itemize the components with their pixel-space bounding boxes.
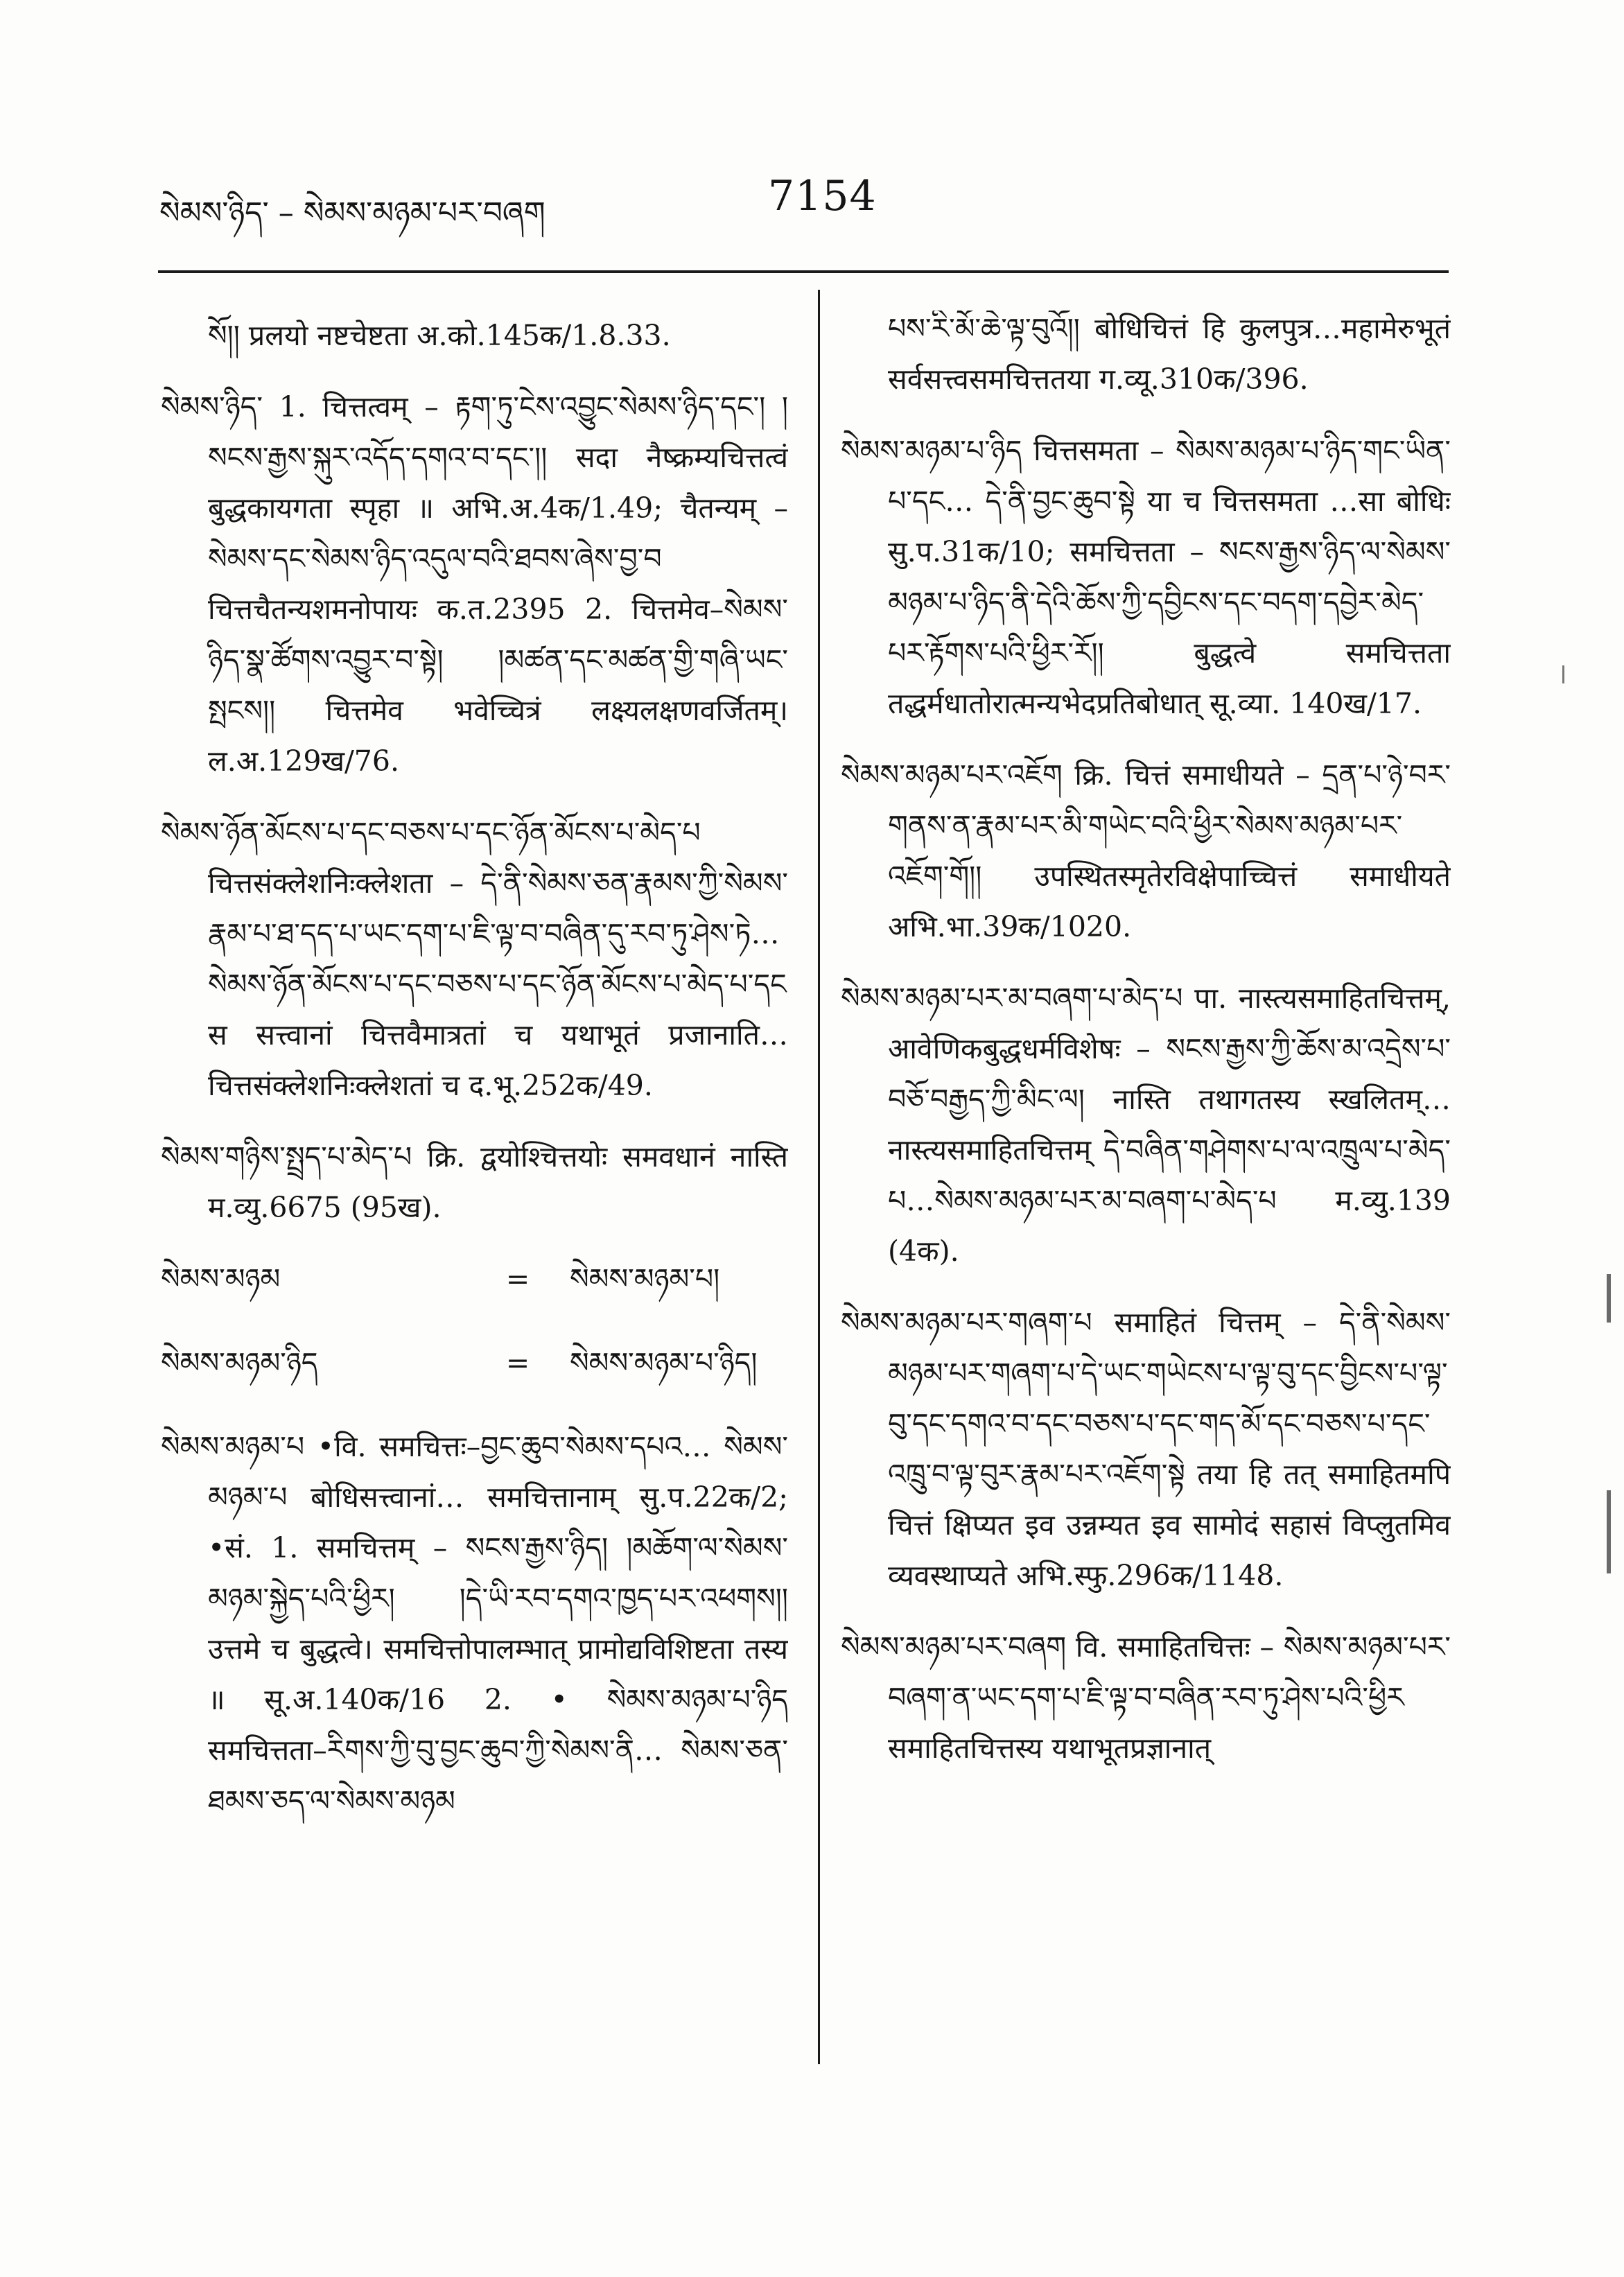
cross-reference-term: སེམས་མཉམ་ཉིད	[161, 1346, 318, 1379]
dictionary-entry: སེམས་མཉམ་པར་གཞག་པ समाहितं चित्तम् – དེ་ནི་སེམས་མཉམ་པར་གཞག་པ་དེ་ཡང་གཡེངས་པ་ལྟ་བུ་དང་བྱིངས་པ་ལྟ་བུ་དང་དགའ་བ་དང་བཅས་པ་དང་གད་མོ་དང་བཅས་པ་དང་འཁྲུ་བ་ལྟ་བུར་རྣམ་པར་འཇོག་སྟེ तया हि तत् समाहितमपि चित्तं क्षिप्यत इव उन्नम्यत इव सामोदं सहासं विप्लुतमिव व्यवस्थाप्यते अभि.स्फु.296क/1148.	[841, 1306, 1451, 1592]
column-divider	[818, 290, 820, 2064]
header-rule	[158, 270, 1449, 273]
dictionary-entry: སོ།། प्रलयो नष्टचेष्टता अ.को.145क/1.8.33.	[208, 319, 671, 352]
scan-edge-mark	[1607, 1490, 1611, 1573]
cross-reference-target: སེམས་མཉམ་པ།	[570, 1262, 720, 1295]
dictionary-entry: སེམས་མཉམ་པར་མ་བཞག་པ་མེད་པ पा. नास्त्यसमाहितचित्तम्, आवेणिकबुद्धधर्मविशेषः – སངས་རྒྱས་ཀྱི་ཆོས་མ་འདྲེས་པ་བཅོ་བརྒྱད་ཀྱི་མིང་ལ། नास्ति तथागतस्य स्खलितम्…नास्त्यसमाहितचित्तम् དེ་བཞིན་གཤེགས་པ་ལ་འཁྲུལ་པ་མེད་པ…སེམས་མཉམ་པར་མ་བཞག་པ་མེད་པ म.व्यु.139 (4क).	[841, 982, 1451, 1268]
dictionary-entry: སེམས་མཉམ་པ •वि. समचित्तः–བྱང་ཆུབ་སེམས་དཔའ… སེམས་མཉམ་པ बोधिसत्त्वानां… समचित्तानाम् सु.प.22क/2; •सं. 1. समचित्तम् – སངས་རྒྱས་ཉིད། །མཆོག་ལ་སེམས་མཉམ་སྐྱེད་པའི་ཕྱིར། །དེ་ཡི་རབ་དགའ་ཁྱད་པར་འཕགས།། उत्तमे च बुद्धत्वे। समचित्तोपालम्भात् प्रामोद्यविशिष्टता तस्य ॥ सू.अ.140क/16 2. • སེམས་མཉམ་པ་ཉིད समचित्तता–རིགས་ཀྱི་བུ་བྱང་ཆུབ་ཀྱི་སེམས་ནི… སེམས་ཅན་ཐམས་ཅད་ལ་སེམས་མཉམ	[161, 1430, 788, 1817]
dictionary-entry: སེམས་མཉམ་པ་ཉིད चित्तसमता – སེམས་མཉམ་པ་ཉིད་གང་ཡིན་པ་དང… དེ་ནི་བྱང་ཆུབ་སྟེ या च चित्तसमता …सा बोधिः सु.प.31क/10; समचित्तता – སངས་རྒྱས་ཉིད་ལ་སེམས་མཉམ་པ་ཉིད་ནི་དེའི་ཆོས་ཀྱི་དབྱིངས་དང་བདག་དབྱེར་མེད་པར་རྟོགས་པའི་ཕྱིར་རོ།། बुद्धत्वे समचित्तता तद्धर्मधातोरात्मन्यभेदप्रतिबोधात् सू.व्या. 140ख/17.	[841, 434, 1451, 720]
dictionary-entry: པས་རི་མོ་ཆེ་ལྟ་བུའོ།། बोधिचित्तं हि कुलपुत्र…महामेरुभूतं सर्वसत्त्वसमचित्ततया ग.व्यू.310क/396.	[888, 312, 1451, 396]
scan-edge-mark	[1607, 1274, 1611, 1323]
running-head: སེམས་ཉིད་ – སེམས་མཉམ་པར་བཞག	[159, 195, 545, 231]
cross-reference-row	[161, 1338, 788, 1388]
page-number: 7154	[768, 172, 877, 220]
scan-speck	[1562, 665, 1564, 683]
cross-reference-term: སེམས་མཉམ	[161, 1262, 281, 1295]
dictionary-entry: སེམས་མཉམ་པར་བཞག वि. समाहितचित्तः – སེམས་མཉམ་པར་བཞག་ན་ཡང་དག་པ་ཇི་ལྟ་བ་བཞིན་རབ་ཏུ་ཤེས་པའི་ཕྱིར समाहितचित्तस्य यथाभूतप्रज्ञानात्	[841, 1630, 1451, 1765]
dictionary-entry: སེམས་ཉིད་ 1. चित्तत्वम् – རྟག་ཏུ་ངེས་འབྱུང་སེམས་ཉིད་དང་། །སངས་རྒྱས་སྐུར་འདོད་དགའ་བ་དང་།། सदा नैष्क्रम्यचित्तत्वं बुद्धकायगता स्पृहा ॥ अभि.अ.4क/1.49; चैतन्यम् – སེམས་དང་སེམས་ཉིད་འདུལ་བའི་ཐབས་ཞེས་བྱ་བ चित्तचैतन्यशमनोपायः क.त.2395 2. चित्तमेव–སེམས་ཉིད་སྣ་ཚོགས་འབྱུར་བ་སྟེ། །མཚན་དང་མཚན་གྱི་གཞི་ཡང་སྤངས།། चित्तमेव भवेच्चित्रं लक्ष्यलक्षणवर्जितम्। ल.अ.129ख/76.	[161, 390, 788, 778]
right-column	[841, 311, 1451, 2085]
dictionary-entry: སེམས་མཉམ་པར་འཇོག क्रि. चित्तं समाधीयते – དྲན་པ་ཉེ་བར་གནས་ན་རྣམ་པར་མི་གཡེང་བའི་ཕྱིར་སེམས་མཉམ་པར་འཇོག་གོ།། उपस्थितस्मृतेरविक्षेपाच्चित्तं समाधीयते अभि.भा.39क/1020.	[841, 758, 1451, 943]
equals-sign: =	[505, 1346, 530, 1379]
dictionary-entry: སེམས་གཉིས་སྤྲད་པ་མེད་པ क्रि. द्वयोश्चित्तयोः समवधानं नास्ति म.व्यु.6675 (95ख).	[161, 1140, 788, 1224]
dictionary-entry: སེམས་ཉོན་མོངས་པ་དང་བཅས་པ་དང་ཉོན་མོངས་པ་མེད་པ चित्तसंक्लेशनिःक्लेशता – དེ་ནི་སེམས་ཅན་རྣམས་ཀྱི་སེམས་རྣམ་པ་ཐ་དད་པ་ཡང་དག་པ་ཇི་ལྟ་བ་བཞིན་དུ་རབ་ཏུ་ཤེས་ཏེ… སེམས་ཉོན་མོངས་པ་དང་བཅས་པ་དང་ཉོན་མོངས་པ་མེད་པ་དང स सत्त्वानां चित्तवैमात्रतां च यथाभूतं प्रजानाति…चित्तसंक्लेशनिःक्लेशतां च द.भू.252क/49.	[161, 816, 788, 1102]
equals-sign: =	[505, 1262, 530, 1295]
cross-reference-target: སེམས་མཉམ་པ་ཉིད།	[570, 1346, 758, 1379]
cross-reference-row	[161, 1254, 788, 1305]
left-column	[161, 311, 788, 2085]
